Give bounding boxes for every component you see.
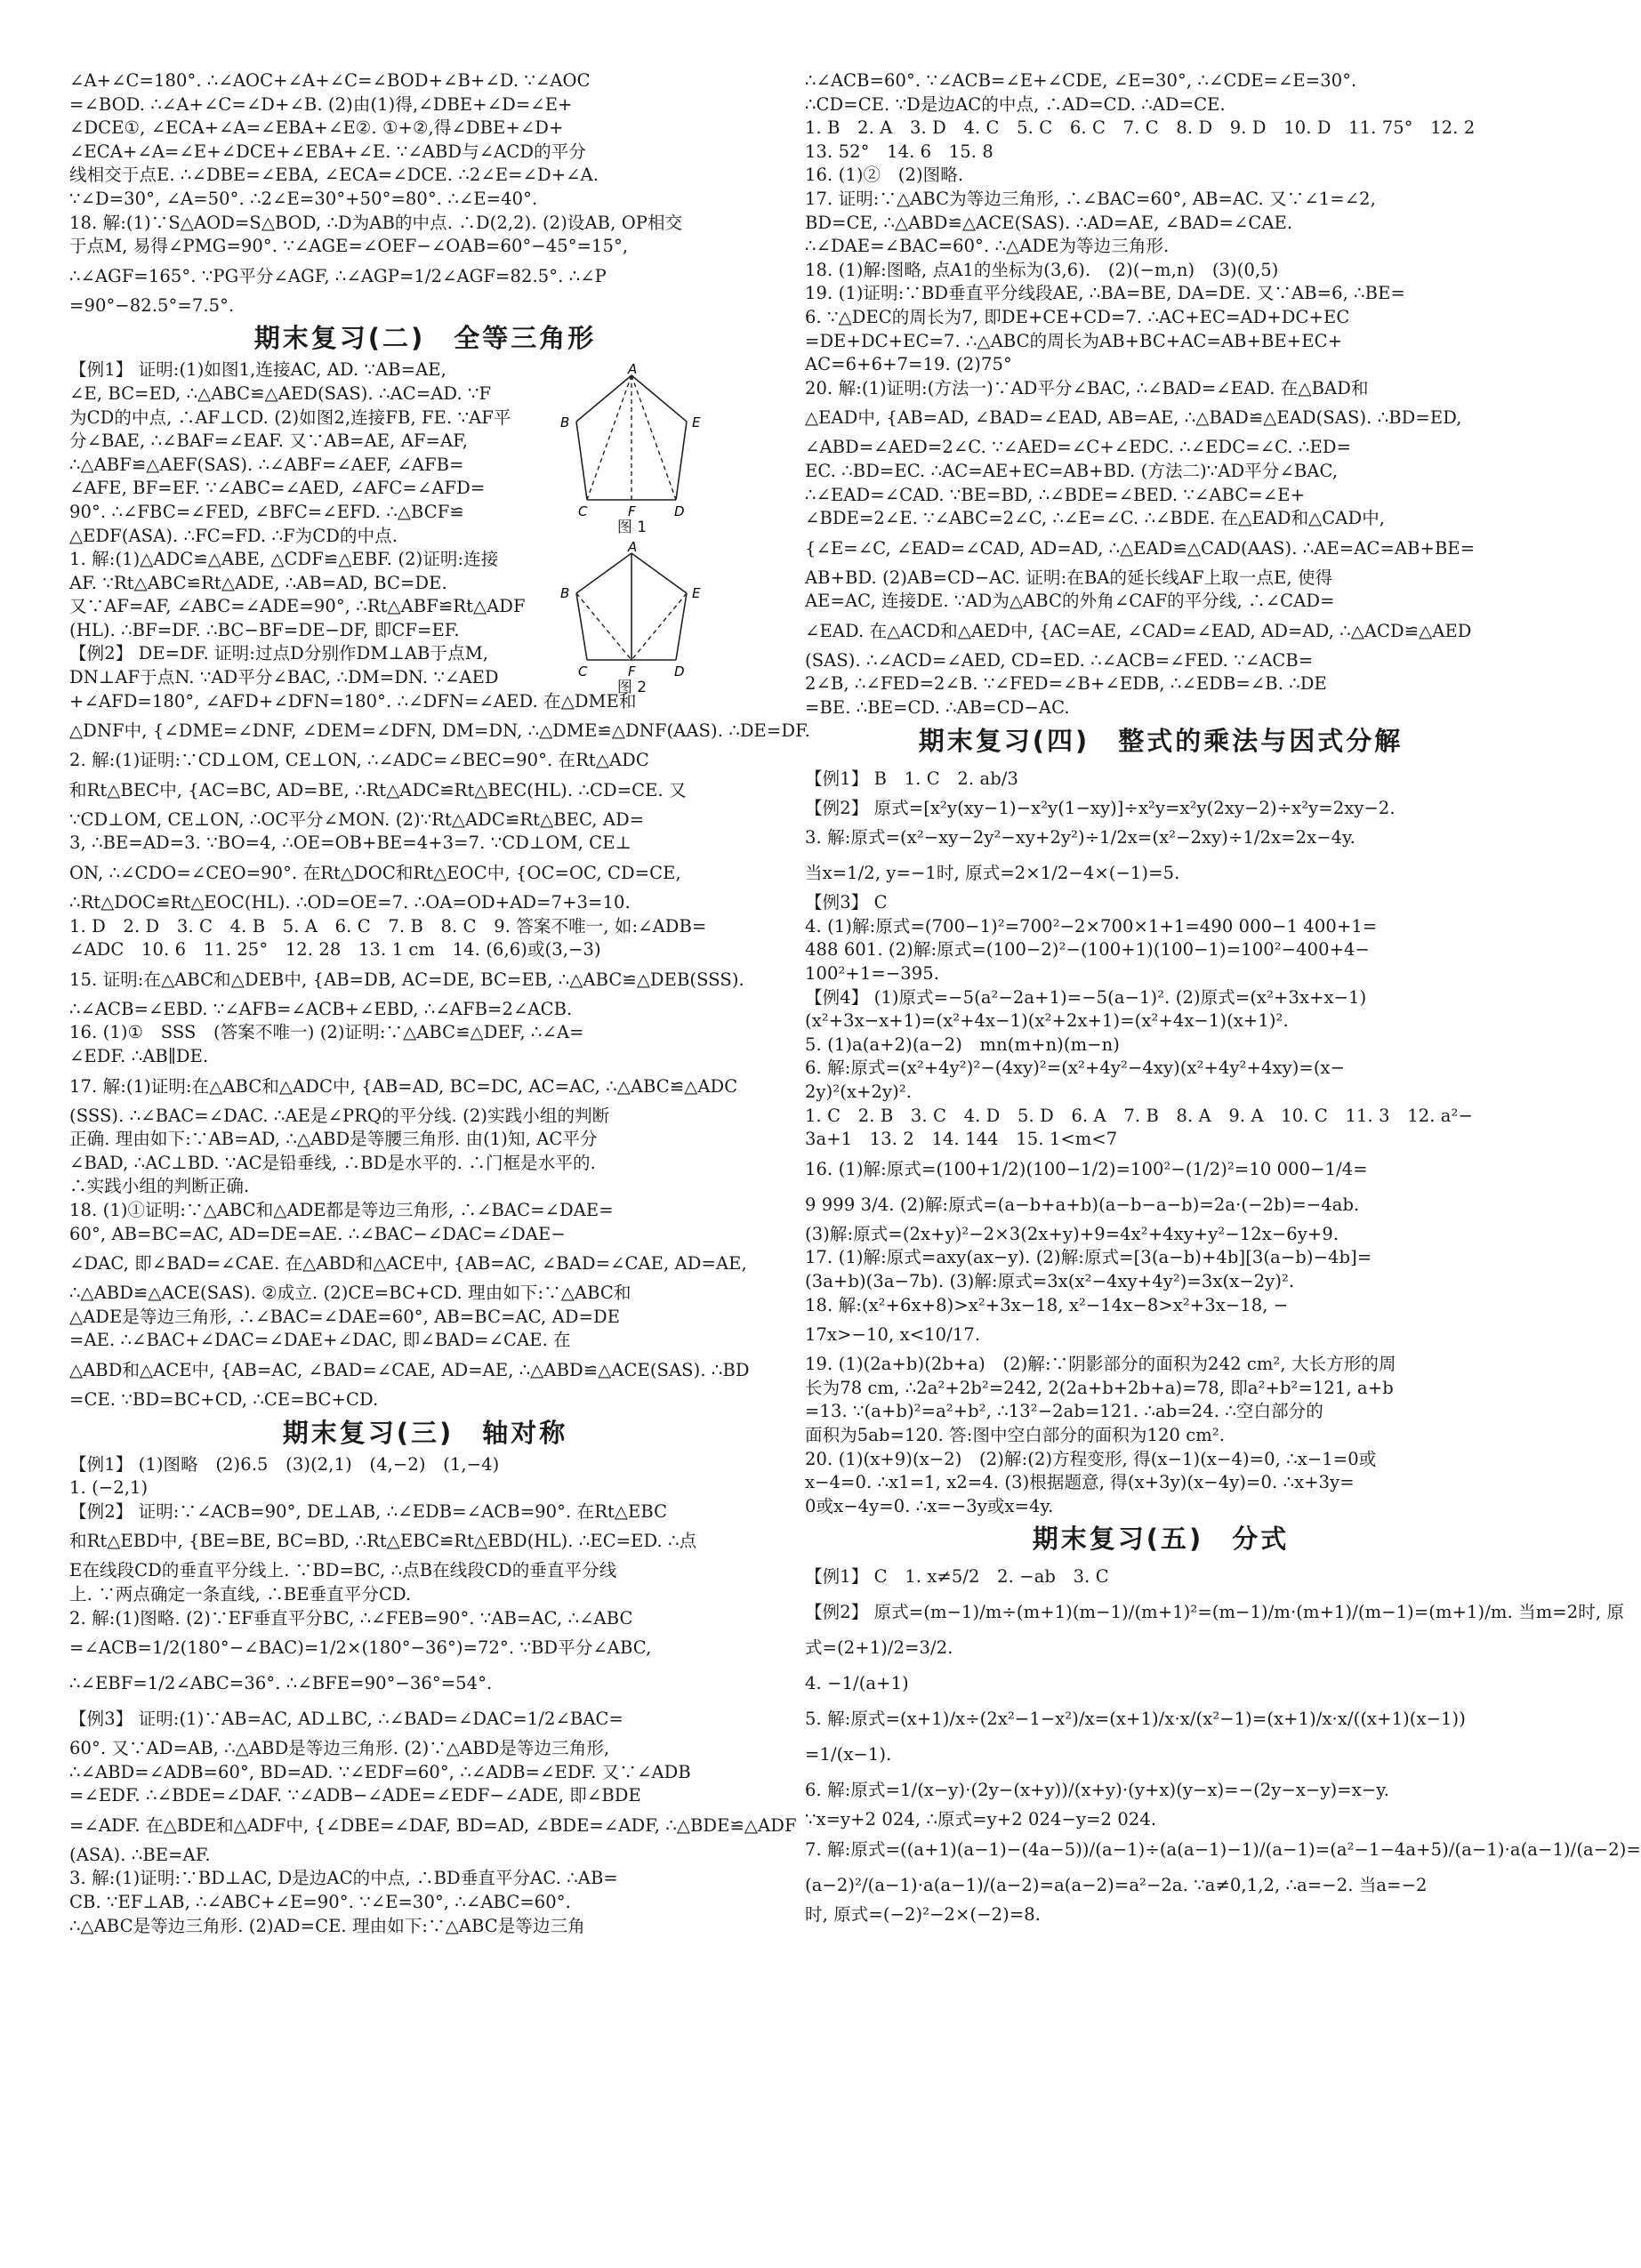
fig1-label-b: B bbox=[560, 414, 570, 430]
text-line: 和Rt△EBD中, {BE=BE, BC=BD, ∴Rt△EBC≌Rt△EBD(HL). ∴EC=ED. ∴点 bbox=[69, 1531, 697, 1552]
text-line: 【例4】 (1)原式=−5(a²−2a+1)=−5(a−1)². (2)原式=(x²+3x+x−1) bbox=[805, 986, 1367, 1008]
text-line: ∠ADC 10. 6 11. 25° 12. 28 13. 1 cm 14. (6,6)或(3,−3) bbox=[69, 939, 601, 961]
text-line: ∴△ABC是等边三角形. (2)AD=CE. 理由如下:∵△ABC是等边三角 bbox=[69, 1915, 585, 1936]
text-line: ∠AFE, BF=EF. ∵∠ABC=∠AED, ∠AFC=∠AFD= bbox=[69, 478, 486, 499]
text-line: 17x>−10, x<10/17. bbox=[805, 1324, 981, 1346]
text-line: 19. (1)(2a+b)(2b+a) (2)解:∵阴影部分的面积为242 cm², 大长方形的周 bbox=[805, 1354, 1396, 1375]
section-heading: 期末复习(五) 分式 bbox=[1032, 1524, 1290, 1555]
fig1-label-c: C bbox=[578, 503, 588, 519]
text-line: 1. 解:(1)△ADC≌△ABE, △CDF≌△EBF. (2)证明:连接 bbox=[69, 549, 499, 570]
figure-2-caption: 图 2 bbox=[616, 679, 648, 696]
text-line: =DE+DC+EC=7. ∴△ABC的周长为AB+BC+AC=AB+BE+EC+ bbox=[805, 330, 1343, 351]
text-line: 19. (1)证明:∵BD垂直平分线段AE, ∴BA=BE, DA=DE. 又∵AB=6, ∴BE= bbox=[805, 283, 1405, 304]
text-line: 正确. 理由如下:∵AB=AD, ∴△ABD是等腰三角形. 由(1)知, AC平分 bbox=[69, 1129, 598, 1150]
text-line: AE=AC, 连接DE. ∵AD为△ABC的外角∠CAF的平分线, ∴∠CAD= bbox=[805, 591, 1335, 612]
text-line: 线相交于点E. ∴∠DBE=∠EBA, ∠ECA=∠DCE. ∴2∠E=∠D+∠A. bbox=[69, 165, 599, 186]
text-line: ∵∠D=30°, ∠A=50°. ∴2∠E=30°+50°=80°. ∴∠E=40°. bbox=[69, 188, 538, 209]
figure-1-caption: 图 1 bbox=[616, 519, 648, 536]
text-line: △ABD和△ACE中, {AB=AC, ∠BAD=∠CAE, AD=AE, ∴△ABD≌△ACE(SAS). ∴BD bbox=[69, 1359, 750, 1380]
text-line: 20. (1)(x+9)(x−2) (2)解:(2)方程变形, 得(x−1)(x−4)=0, ∴x−1=0或 bbox=[805, 1448, 1377, 1469]
fig2-label-e: E bbox=[692, 585, 701, 601]
text-line: 5. 解:原式=(x+1)/x÷(2x²−1−x²)/x=(x+1)/x·x/(x²−1)=(x+1)/x·x/((x+1)(x−1)) bbox=[805, 1709, 1466, 1730]
text-line: AB+BD. (2)AB=CD−AC. 证明:在BA的延长线AF上取一点E, 使得 bbox=[805, 567, 1333, 588]
text-line: 20. 解:(1)证明:(方法一)∵AD平分∠BAC, ∴∠BAD=∠EAD. 在△BAD和 bbox=[805, 377, 1369, 398]
text-line: 100²+1=−395. bbox=[805, 963, 940, 985]
text-line: 2y)²(x+2y)². bbox=[805, 1082, 913, 1102]
text-line: 6. ∵△DEC的周长为7, 即DE+CE+CD=7. ∴AC+EC=AD+DC+EC bbox=[805, 306, 1350, 327]
text-line: 2. 解:(1)证明:∵CD⊥OM, CE⊥ON, ∴∠ADC=∠BEC=90°. 在Rt△ADC bbox=[69, 750, 649, 771]
text-line: ∠BAD, ∴AC⊥BD. ∵AC是铅垂线, ∴BD是水平的. ∴门框是水平的. bbox=[69, 1152, 596, 1173]
text-line: 和Rt△BEC中, {AC=BC, AD=BE, ∴Rt△ADC≌Rt△BEC(HL). ∴CD=CE. 又 bbox=[69, 779, 687, 800]
text-line: 18. 解:(x²+6x+8)>x²+3x−18, x²−14x−8>x²+3x−18, − bbox=[805, 1294, 1289, 1315]
text-line: 于点M, 易得∠PMG=90°. ∵∠AGE=∠OEF−∠OAB=60°−45°=15°, bbox=[69, 236, 629, 257]
text-line: 【例1】 证明:(1)如图1,连接AC, AD. ∵AB=AE, bbox=[69, 359, 446, 381]
text-line: ∴CD=CE. ∵D是边AC的中点, ∴AD=CD. ∴AD=CE. bbox=[805, 93, 1226, 115]
text-line: (3a+b)(3a−7b). (3)解:原式=3x(x²−4xy+4y²)=3x(x−2y)². bbox=[805, 1270, 1295, 1291]
text-line: =CE. ∵BD=BC+CD, ∴CE=BC+CD. bbox=[69, 1388, 379, 1410]
text-line: =13. ∵(a+b)²=a²+b², ∴13²−2ab=121. ∴ab=24. ∴空白部分的 bbox=[805, 1401, 1323, 1422]
fig1-label-a: A bbox=[628, 361, 638, 377]
fig1-label-d: D bbox=[674, 503, 685, 519]
text-line: ∵x=y+2 024, ∴原式=y+2 024−y=2 024. bbox=[805, 1809, 1157, 1830]
text-line: 3, ∴BE=AD=3. ∵BO=4, ∴OE=OB+BE=4+3=7. ∵CD⊥OM, CE⊥ bbox=[69, 832, 631, 854]
text-line: AF. ∵Rt△ABC≌Rt△ADE, ∴AB=AD, BC=DE. bbox=[69, 572, 447, 593]
text-line: =∠ADF. 在△BDE和△ADF中, {∠DBE=∠DAF, BD=AD, ∠BDE=∠ADF, ∴△BDE≌△ADF bbox=[69, 1814, 797, 1836]
text-line: ∴△ABF≌△AEF(SAS). ∴∠ABF=∠AEF, ∠AFB= bbox=[69, 454, 464, 475]
fig2-label-d: D bbox=[674, 664, 685, 680]
text-line: ∠ABD=∠AED=2∠C. ∵∠AED=∠C+∠EDC. ∴∠EDC=∠C. ∴ED= bbox=[805, 437, 1352, 458]
text-line: 16. (1)② (2)图略. bbox=[805, 165, 964, 186]
text-line: 9 999 3/4. (2)解:原式=(a−b+a+b)(a−b−a−b)=2a·(−2b)=−4ab. bbox=[805, 1194, 1360, 1215]
fig2-label-f: F bbox=[628, 664, 636, 680]
text-line: EC. ∴BD=EC. ∴AC=AE+EC=AB+BD. (方法二)∵AD平分∠BAC, bbox=[805, 460, 1339, 481]
text-line: ∠DCE①, ∠ECA+∠A=∠EBA+∠E②. ①+②,得∠DBE+∠D+ bbox=[69, 117, 564, 139]
text-line: 分∠BAE, ∴∠BAF=∠EAF. 又∵AB=AE, AF=AF, bbox=[69, 430, 469, 452]
text-line: ∴∠EBF=1/2∠ABC=36°. ∴∠BFE=90°−36°=54°. bbox=[69, 1673, 493, 1694]
text-line: ∠ECA+∠A=∠E+∠DCE+∠EBA+∠E. ∵∠ABD与∠ACD的平分 bbox=[69, 141, 586, 162]
text-line: 【例1】 C 1. x≠5/2 2. −ab 3. C bbox=[805, 1566, 1109, 1588]
text-line: 488 601. (2)解:原式=(100−2)²−(100+1)(100−1)=100²−400+4− bbox=[805, 939, 1370, 961]
text-line: 【例3】 C bbox=[805, 892, 888, 913]
text-line: =AE. ∴∠BAC+∠DAC=∠DAE+∠DAC, 即∠BAD=∠CAE. 在 bbox=[69, 1330, 571, 1351]
text-line: =∠BOD. ∴∠A+∠C=∠D+∠B. (2)由(1)得,∠DBE+∠D=∠E+ bbox=[69, 93, 573, 115]
text-line: ∠E, BC=ED, ∴△ABC≌△AED(SAS). ∴AC=AD. ∵F bbox=[69, 382, 492, 404]
text-line: AC=6+6+7=19. (2)75° bbox=[805, 354, 1012, 375]
text-line: 6. 解:原式=(x²+4y²)²−(4xy)²=(x²+4y²−4xy)(x²+4y²+4xy)=(x− bbox=[805, 1058, 1346, 1079]
text-line: △EDF(ASA). ∴FC=FD. ∴F为CD的中点. bbox=[69, 525, 398, 546]
text-line: 18. 解:(1)∵S△AOD=S△BOD, ∴D为AB的中点. ∴D(2,2). (2)设AB, OP相交 bbox=[69, 212, 683, 233]
text-line: △EAD中, {AB=AD, ∠BAD=∠EAD, AB=AE, ∴△BAD≌△EAD(SAS). ∴BD=ED, bbox=[805, 407, 1462, 429]
text-line: (3)解:原式=(2x+y)²−2×3(2x+y)+9=4x²+4xy+y²−12x−6y+9. bbox=[805, 1223, 1339, 1244]
text-line: 【例2】 原式=(m−1)/m÷(m+1)(m−1)/(m+1)²=(m−1)/m·(m+1)/(m−1)=(m+1)/m. 当m=2时, 原 bbox=[805, 1602, 1625, 1623]
text-line: 13. 52° 14. 6 15. 8 bbox=[805, 141, 993, 162]
text-line: ∴∠ABD=∠ADB=60°, BD=AD. ∵∠EDF=60°, ∴∠ADB=∠EDF. 又∵∠ADB bbox=[69, 1761, 691, 1782]
figure-2-diagram bbox=[550, 539, 714, 680]
text-line: =∠EDF. ∴∠BDE=∠DAF. ∵∠ADB−∠ADE=∠EDF−∠ADE, 即∠BDE bbox=[69, 1785, 641, 1806]
text-line: ∠EAD. 在△ACD和△AED中, {AC=AE, ∠CAD=∠EAD, AD=AD, ∴△ACD≌△AED bbox=[805, 620, 1472, 641]
text-line: 时, 原式=(−2)²−2×(−2)=8. bbox=[805, 1903, 1042, 1925]
text-line: (SAS). ∴∠ACD=∠AED, CD=ED. ∴∠ACB=∠FED. ∵∠ACB= bbox=[805, 649, 1314, 671]
text-line: ON, ∴∠CDO=∠CEO=90°. 在Rt△DOC和Rt△EOC中, {OC=OC, CD=CE, bbox=[69, 863, 681, 884]
section-heading: 期末复习(二) 全等三角形 bbox=[253, 323, 597, 354]
text-line: ∴∠ACB=60°. ∵∠ACB=∠E+∠CDE, ∠E=30°, ∴∠CDE=∠E=30°. bbox=[805, 70, 1357, 91]
text-line: x−4=0. ∴x1=1, x2=4. (3)根据题意, 得(x+3y)(x−4y)=0. ∴x+3y= bbox=[805, 1472, 1355, 1493]
text-line: (HL). ∴BF=DF. ∴BC−BF=DE−DF, 即CF=EF. bbox=[69, 619, 460, 640]
text-line: =∠ACB=1/2(180°−∠BAC)=1/2×(180°−36°)=72°. ∵BD平分∠ABC, bbox=[69, 1637, 652, 1659]
text-line: +∠AFD=180°, ∠AFD+∠DFN=180°. ∴∠DFN=∠AED. 在△DME和 bbox=[69, 690, 637, 712]
text-line: 【例3】 证明:(1)∵AB=AC, AD⊥BC, ∴∠BAD=∠DAC=1/2∠BAC= bbox=[69, 1709, 623, 1730]
section-heading: 期末复习(三) 轴对称 bbox=[282, 1417, 568, 1448]
text-line: 2∠B, ∴∠FED=2∠B. ∵∠FED=∠B+∠EDB, ∴∠EDB=∠B. ∴DE bbox=[805, 673, 1327, 695]
text-line: 1. B 2. A 3. D 4. C 5. C 6. C 7. C 8. D 9. D 10. D 11. 75° 12. 2 bbox=[805, 117, 1476, 139]
text-line: 6. 解:原式=1/(x−y)·(2y−(x+y))/(x+y)·(y+x)(y−x)=−(2y−x−y)=x−y. bbox=[805, 1780, 1390, 1801]
figure-1 bbox=[550, 361, 714, 536]
fig1-label-e: E bbox=[692, 414, 701, 430]
text-line: △DNF中, {∠DME=∠DNF, ∠DEM=∠DFN, DM=DN, ∴△DME≌△DNF(AAS). ∴DE=DF. bbox=[69, 720, 810, 742]
text-line: (a−2)²/(a−1)·a(a−1)/(a−2)=a(a−2)=a²−2a. ∵a≠0,1,2, ∴a=−2. 当a=−2 bbox=[805, 1874, 1428, 1895]
text-line: 3a+1 13. 2 14. 144 15. 1<m<7 bbox=[805, 1129, 1118, 1150]
text-line: 式=(2+1)/2=3/2. bbox=[805, 1637, 953, 1659]
text-line: 【例1】 (1)图略 (2)6.5 (3)(2,1) (4,−2) (1,−4) bbox=[69, 1453, 500, 1475]
text-line: 上. ∵两点确定一条直线, ∴BE垂直平分CD. bbox=[69, 1583, 412, 1604]
fig2-label-c: C bbox=[578, 664, 588, 680]
text-line: =BE. ∴BE=CD. ∴AB=CD−AC. bbox=[805, 697, 1070, 719]
text-line: 【例2】 证明:∵∠ACB=90°, DE⊥AB, ∴∠EDB=∠ACB=90°. 在Rt△EBC bbox=[69, 1500, 668, 1522]
text-line: 【例2】 原式=[x²y(xy−1)−x²y(1−xy)]÷x²y=x²y(2xy−2)÷x²y=2xy−2. bbox=[805, 797, 1396, 818]
text-line: 【例2】 DE=DF. 证明:过点D分别作DM⊥AB于点M, bbox=[69, 643, 489, 664]
text-line: 又∵AF=AF, ∠ABC=∠ADE=90°, ∴Rt△ABF≌Rt△ADF bbox=[69, 596, 526, 617]
text-line: E在线段CD的垂直平分线上. ∵BD=BC, ∴点B在线段CD的垂直平分线 bbox=[69, 1560, 617, 1581]
right-column bbox=[805, 69, 1641, 1927]
text-line: 当x=1/2, y=−1时, 原式=2×1/2−4×(−1)=5. bbox=[805, 863, 1180, 884]
text-line: 2. 解:(1)图略. (2)∵EF垂直平分BC, ∴∠FEB=90°. ∵AB=AC, ∴∠ABC bbox=[69, 1607, 633, 1629]
text-line: 1. C 2. B 3. C 4. D 5. D 6. A 7. B 8. A 9. A 10. C 11. 3 12. a²− bbox=[805, 1105, 1473, 1126]
text-line: 3. 解:原式=(x²−xy−2y²−xy+2y²)÷1/2x=(x²−2xy)÷1/2x=2x−4y. bbox=[805, 827, 1355, 848]
text-line: 0或x−4y=0. ∴x=−3y或x=4y. bbox=[805, 1495, 1054, 1516]
text-line: BD=CE, ∴△ABD≌△ACE(SAS). ∴AD=AE, ∠BAD=∠CAE. bbox=[805, 212, 1293, 233]
text-line: 为CD的中点, ∴AF⊥CD. (2)如图2,连接FB, FE. ∵AF平 bbox=[69, 406, 511, 428]
text-line: 【例1】 B 1. C 2. ab/3 bbox=[805, 768, 1018, 789]
fig2-label-a: A bbox=[628, 539, 638, 555]
text-line: ∵CD⊥OM, CE⊥ON, ∴OC平分∠MON. (2)∵Rt△ADC≌Rt△BEC, AD= bbox=[69, 808, 645, 830]
text-line: DN⊥AF于点N. ∵AD平分∠BAC, ∴DM=DN. ∵∠AED bbox=[69, 667, 499, 688]
fig2-label-b: B bbox=[560, 585, 570, 601]
text-line: 面积为5ab=120. 答:图中空白部分的面积为120 cm². bbox=[805, 1424, 1226, 1445]
text-line: {∠E=∠C, ∠EAD=∠CAD, AD=AD, ∴△EAD≌△CAD(AAS). ∴AE=AC=AB+BE= bbox=[805, 537, 1476, 559]
text-line: ∴∠AGF=165°. ∵PG平分∠AGF, ∴∠AGP=1/2∠AGF=82.5°. ∴∠P bbox=[69, 265, 607, 286]
section-heading: 期末复习(四) 整式的乘法与因式分解 bbox=[918, 725, 1404, 756]
text-line: 90°. ∴∠FBC=∠FED, ∠BFC=∠EFD. ∴△BCF≌ bbox=[69, 501, 464, 522]
fig1-label-f: F bbox=[628, 503, 636, 519]
text-line: 5. (1)a(a+2)(a−2) mn(m+n)(m−n) bbox=[805, 1033, 1120, 1055]
text-line: ∴Rt△DOC≌Rt△EOC(HL). ∴OD=OE=7. ∴OA=OD+AD=7+3=10. bbox=[69, 892, 631, 913]
text-line: ∴∠ACB=∠EBD. ∵∠AFB=∠ACB+∠EBD, ∴∠AFB=2∠ACB. bbox=[69, 998, 573, 1019]
text-line: ∴∠DAE=∠BAC=60°. ∴△ADE为等边三角形. bbox=[805, 236, 1170, 257]
text-line: 长为78 cm, ∴2a²+2b²=242, 2(2a+b+2b+a)=78, 即a²+b²=121, a+b bbox=[805, 1377, 1394, 1398]
text-line: 16. (1)解:原式=(100+1/2)(100−1/2)=100²−(1/2)²=10 000−1/4= bbox=[805, 1158, 1368, 1179]
text-line: 1. D 2. D 3. C 4. B 5. A 6. C 7. B 8. C 9. 答案不唯一, 如:∠ADB= bbox=[69, 915, 707, 937]
text-line: 3. 解:(1)证明:∵BD⊥AC, D是边AC的中点, ∴BD垂直平分AC. ∴AB= bbox=[69, 1868, 618, 1889]
text-line: (SSS). ∴∠BAC=∠DAC. ∴AE是∠PRQ的平分线. (2)实践小组的判断 bbox=[69, 1105, 610, 1126]
text-line: 17. (1)解:原式=axy(ax−y). (2)解:原式=[3(a−b)+4b][3(a−b)−4b]= bbox=[805, 1247, 1372, 1268]
text-line: ∴△ABD≌△ACE(SAS). ②成立. (2)CE=BC+CD. 理由如下:∵△ABC和 bbox=[69, 1283, 631, 1304]
text-line: (x²+3x−x+1)=(x²+4x−1)(x²+2x+1)=(x²+4x−1)(x+1)². bbox=[805, 1010, 1289, 1032]
text-line: 17. 证明:∵△ABC为等边三角形, ∴∠BAC=60°, AB=AC. 又∵∠1=∠2, bbox=[805, 188, 1376, 209]
text-line: 16. (1)① SSS (答案不唯一) (2)证明:∵△ABC≌△DEF, ∴∠A= bbox=[69, 1022, 584, 1043]
text-line: ∠DAC, 即∠BAD=∠CAE. 在△ABD和△ACE中, {AB=AC, ∠BAD=∠CAE, AD=AE, bbox=[69, 1253, 747, 1275]
text-line: △ADE是等边三角形, ∴∠BAC=∠DAE=60°, AB=BC=AC, AD=DE bbox=[69, 1306, 621, 1327]
text-line: =1/(x−1). bbox=[805, 1744, 892, 1765]
text-line: ∠A+∠C=180°. ∴∠AOC+∠A+∠C=∠BOD+∠B+∠D. ∵∠AOC bbox=[69, 70, 591, 91]
text-line: 60°. 又∵AD=AB, ∴△ABD是等边三角形. (2)∵△ABD是等边三角形, bbox=[69, 1738, 610, 1759]
text-line: ∠EDF. ∴AB∥DE. bbox=[69, 1046, 209, 1066]
text-line: (ASA). ∴BE=AF. bbox=[69, 1844, 211, 1865]
text-line: CB. ∵EF⊥AB, ∴∠ABC+∠E=90°. ∵∠E=30°, ∴∠ABC=60°. bbox=[69, 1892, 571, 1913]
text-line: 1. (−2,1) bbox=[69, 1477, 149, 1499]
text-line: 60°, AB=BC=AC, AD=DE=AE. ∴∠BAC−∠DAC=∠DAE− bbox=[69, 1223, 566, 1244]
text-line: ∠BDE=2∠E. ∵∠ABC=2∠C, ∴∠E=∠C. ∴∠BDE. 在△EAD和△CAD中, bbox=[805, 508, 1386, 529]
text-line: 7. 解:原式=((a+1)(a−1)−(4a−5))/(a−1)÷(a(a−1)−1)/(a−1)=(a²−1−4a+5)/(a−1)·a(a−1)/(a−2)= bbox=[805, 1838, 1641, 1860]
left-column bbox=[69, 69, 810, 1938]
figure-1-diagram bbox=[550, 361, 714, 519]
text-line: 18. (1)①证明:∵△ABC和△ADE都是等边三角形, ∴∠BAC=∠DAE= bbox=[69, 1199, 614, 1220]
text-line: 17. 解:(1)证明:在△ABC和△ADC中, {AB=AD, BC=DC, AC=AC, ∴△ABC≌△ADC bbox=[69, 1075, 738, 1097]
text-line: 18. (1)解:图略, 点A1的坐标为(3,6). (2)(−m,n) (3)(0,5) bbox=[805, 259, 1279, 280]
text-line: ∴实践小组的判断正确. bbox=[69, 1176, 250, 1197]
text-line: ∴∠EAD=∠CAD. ∵BE=BD, ∴∠BDE=∠BED. ∵∠ABC=∠E+ bbox=[805, 484, 1306, 505]
text-line: =90°−82.5°=7.5°. bbox=[69, 294, 235, 316]
text-line: 15. 证明:在△ABC和△DEB中, {AB=DB, AC=DE, BC=EB, ∴△ABC≌△DEB(SSS). bbox=[69, 969, 744, 990]
figure-2 bbox=[550, 539, 714, 696]
text-line: 4. (1)解:原式=(700−1)²=700²−2×700×1+1=490 000−1 400+1= bbox=[805, 915, 1378, 937]
text-line: 4. −1/(a+1) bbox=[805, 1673, 909, 1694]
